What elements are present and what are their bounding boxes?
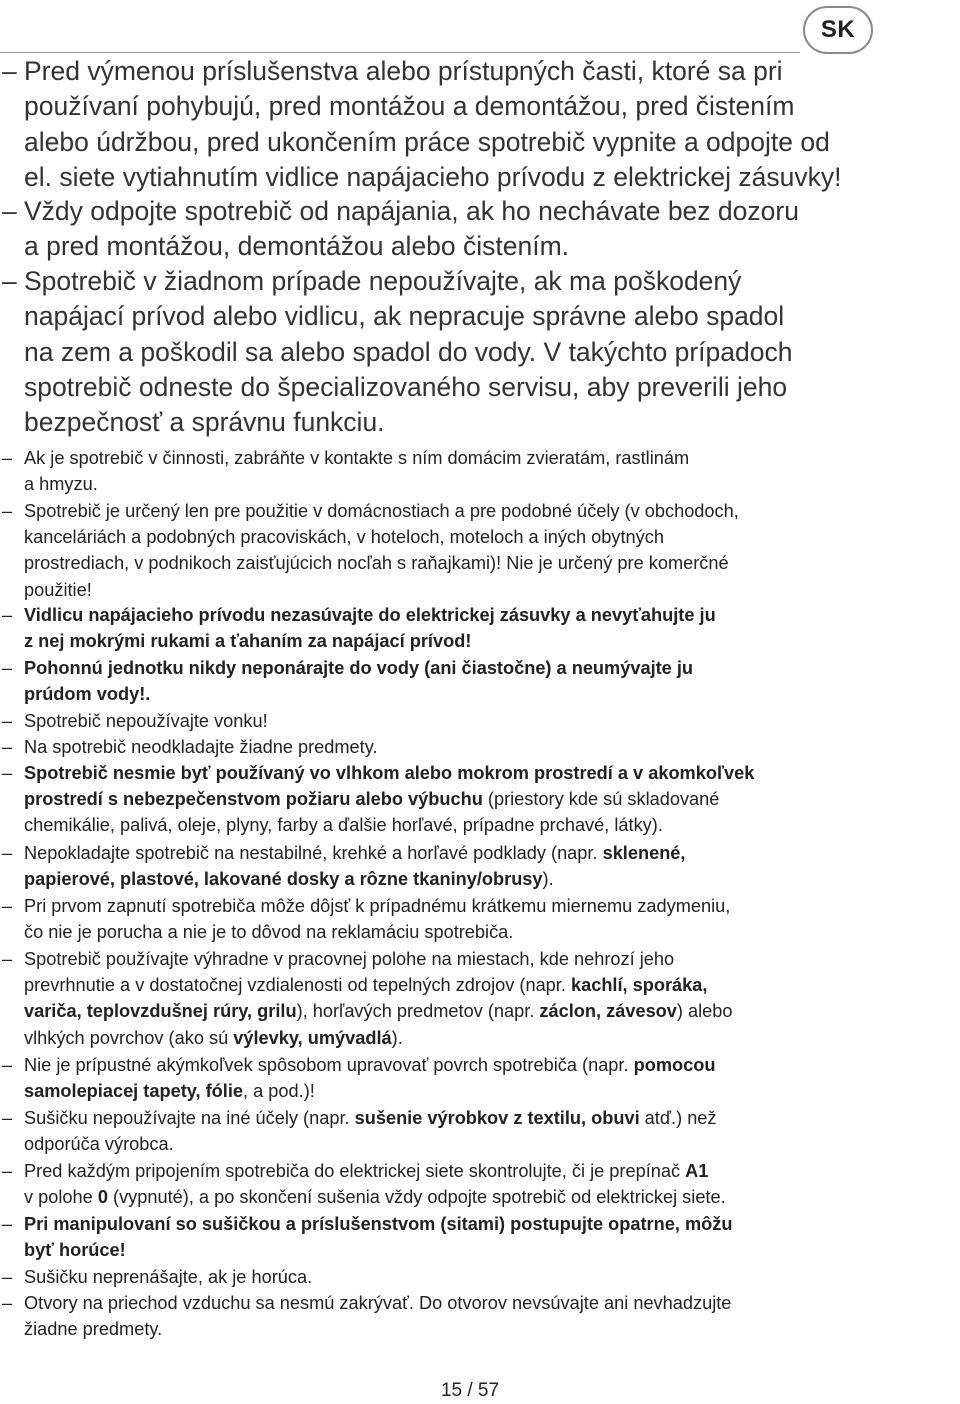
bold-text: pomocou	[633, 1055, 716, 1075]
text-run: prevrhnutie a v dostatočnej vzdialenosti od tepelných zdrojov (napr.	[24, 975, 571, 996]
language-badge	[803, 6, 873, 54]
bold-text: Vidlicu napájacieho prívodu nezasúvajte do elektrickej zásuvky a nevyťahujte ju	[24, 605, 716, 625]
bullet-item-small-7	[2, 760, 940, 839]
text-run: v polohe	[24, 1187, 98, 1208]
bullet-line	[24, 655, 940, 681]
bullet-item-small-13	[2, 1158, 940, 1210]
bullet-item-small-2	[2, 498, 940, 603]
bullet-line	[24, 1264, 940, 1290]
bullet-line	[24, 602, 940, 628]
bullet-line	[24, 866, 940, 892]
bold-text: A1	[685, 1161, 709, 1181]
bullet-line: napájací prívod alebo vidlicu, ak nepracuje správne alebo spadol	[24, 301, 785, 332]
bullet-line: alebo údržbou, pred ukončením práce spotrebič vypnite a odpojte od	[24, 126, 830, 157]
text-run: Spotrebič je určený len pre použitie v domácnostiach a pre podobné účely (v obchodoch,	[24, 501, 739, 521]
text-run: , a pod.)!	[243, 1081, 315, 1102]
text-run: ) alebo	[676, 1001, 733, 1022]
bullet-dash: –	[2, 266, 17, 296]
text-run: prostrediach, v podnikoch zaisťujúcich nocľah s raňajkami)! Nie je určený pre komerčné	[24, 553, 729, 574]
bullet-line: bezpečnosť a správnu funkciu.	[24, 407, 385, 438]
bullet-line	[24, 550, 940, 576]
bullet-dash: –	[2, 605, 13, 625]
bullet-line	[24, 1237, 940, 1263]
bullet-dash: –	[2, 737, 13, 757]
bold-text: samolepiacej tapety, fólie	[24, 1081, 244, 1102]
bullet-item-small-6	[2, 734, 940, 760]
bullet-dash: –	[2, 501, 13, 521]
bold-text: prostredí s nebezpečenstvom požiaru alebo výbuchu	[24, 789, 483, 810]
bullet-item-small-11	[2, 1052, 940, 1104]
bullet-line: el. siete vytiahnutím vidlice napájacieho prívodu z elektrickej zásuvky!	[24, 161, 842, 192]
bullet-item-small-1	[2, 445, 940, 497]
bold-text: 0	[97, 1187, 108, 1208]
bold-text: byť horúce!	[24, 1240, 126, 1261]
bullet-item-small-15	[2, 1264, 940, 1290]
bullet-item-large-2	[2, 194, 940, 265]
bullet-line	[24, 708, 940, 734]
bullet-dash: –	[2, 196, 17, 226]
bullet-dash: –	[2, 949, 13, 969]
bullet-line	[24, 1105, 940, 1131]
bullet-dash: –	[2, 763, 13, 783]
bullet-line	[24, 946, 940, 972]
bullet-item-small-3	[2, 602, 940, 654]
text-run: čo nie je porucha a nie je to dôvod na reklamáciu spotrebiča.	[24, 922, 514, 943]
bullet-line	[24, 681, 940, 707]
bullet-item-small-12	[2, 1105, 940, 1157]
bullet-line: a pred montážou, demontážou alebo čistením.	[24, 231, 570, 262]
text-run: Nepokladajte spotrebič na nestabilné, krehké a horľavé podklady (napr.	[24, 843, 603, 863]
text-run: vlhkých povrchov (ako sú	[24, 1027, 234, 1048]
text-run: Pred každým pripojením spotrebiča do elektrickej siete skontrolujte, či je prepínač	[24, 1161, 686, 1181]
bold-text: Spotrebič nesmie byť používaný vo vlhkom alebo mokrom prostredí a v akomkoľvek	[24, 763, 755, 783]
text-run: Nie je prípustné akýmkoľvek spôsobom upravovať povrch spotrebiča (napr.	[24, 1055, 634, 1075]
text-run: žiadne predmety.	[24, 1319, 163, 1340]
text-run: kanceláriách a podobných pracoviskách, v hoteloch, moteloch a iných obytných	[24, 527, 664, 548]
bullet-dash: –	[2, 1108, 13, 1128]
bold-text: sušenie výrobkov z textilu, obuvi	[354, 1108, 640, 1128]
bullet-dash: –	[2, 448, 13, 468]
bullet-line	[24, 1158, 940, 1184]
bullet-line	[24, 1025, 940, 1051]
bullet-line: spotrebič odneste do špecializovaného servisu, aby preverili jeho	[24, 371, 788, 402]
bullet-line	[24, 760, 940, 786]
text-run: a hmyzu.	[24, 474, 98, 495]
text-run: Spotrebič používajte výhradne v pracovnej polohe na miestach, kde nehrozí jeho	[24, 949, 675, 969]
bullet-item-large-1	[2, 54, 940, 195]
bullet-line	[24, 498, 940, 524]
bullet-line	[24, 1131, 940, 1157]
bullet-dash: –	[2, 1293, 13, 1313]
header-rule	[0, 52, 800, 53]
bullet-dash: –	[2, 56, 17, 86]
text-run: Otvory na priechod vzduchu sa nesmú zakrývať. Do otvorov nevsúvajte ani nevhadzujte	[24, 1293, 732, 1313]
bold-text: papierové, plastové, lakované dosky a rôzne tkaniny/obrusy	[24, 869, 543, 890]
bullet-line	[24, 1078, 940, 1104]
text-run: Na spotrebič neodkladajte žiadne predmety.	[24, 737, 378, 757]
bullet-line	[24, 972, 940, 998]
bullet-line: Vždy odpojte spotrebič od napájania, ak ho nechávate bez dozoru	[24, 196, 799, 226]
text-run: odporúča výrobca.	[24, 1134, 174, 1155]
text-run: chemikálie, palivá, oleje, plyny, farby a ďalšie horľavé, prípadne prchavé, látky).	[24, 815, 663, 836]
bullet-line	[24, 840, 940, 866]
bullet-line: na zem a poškodil sa alebo spadol do vody. V takýchto prípadoch	[24, 336, 793, 367]
bullet-line: Pred výmenou príslušenstva alebo prístupných časti, ktoré sa pri	[24, 56, 783, 86]
bullet-dash: –	[2, 896, 13, 916]
bullet-item-small-9	[2, 893, 940, 945]
bullet-line	[24, 734, 940, 760]
bullet-line	[24, 577, 940, 603]
bullet-item-small-4	[2, 655, 940, 707]
bold-text: výlevky, umývadlá	[233, 1027, 392, 1048]
bullet-line	[24, 1211, 940, 1237]
text-run: (vypnuté), a po skončení sušenia vždy odpojte spotrebič od elektrickej siete.	[107, 1187, 726, 1208]
text-run: (priestory kde sú skladované	[482, 789, 720, 810]
bold-text: sklenené,	[602, 843, 686, 863]
bullet-line	[24, 628, 940, 654]
text-run: ), horľavých predmetov (napr.	[296, 1001, 540, 1022]
text-run: Ak je spotrebič v činnosti, zabráňte v kontakte s ním domácim zvieratám, rastlinám	[24, 448, 690, 468]
bullet-line: Spotrebič v žiadnom prípade nepoužívajte, ak ma poškodený	[24, 266, 742, 296]
bullet-item-large-3	[2, 264, 940, 440]
bullet-item-small-10	[2, 946, 940, 1051]
text-run: ).	[391, 1027, 403, 1048]
text-run: atď.) než	[639, 1108, 717, 1128]
bullet-line	[24, 1184, 940, 1210]
bullet-dash: –	[2, 1214, 13, 1234]
bold-text: Pri manipulovaní so sušičkou a príslušenstvom (sitami) postupujte opatrne, môžu	[24, 1214, 733, 1234]
bullet-dash: –	[2, 658, 13, 678]
bold-text: záclon, závesov	[539, 1001, 677, 1022]
text-run: Spotrebič nepoužívajte vonku!	[24, 711, 268, 731]
text-run: Sušičku nepoužívajte na iné účely (napr.	[24, 1108, 355, 1128]
bullet-dash: –	[2, 843, 13, 863]
bullet-line	[24, 1052, 940, 1078]
language-badge-label: SK	[820, 16, 856, 43]
bold-text: kachlí, sporáka,	[570, 975, 708, 996]
bullet-dash: –	[2, 1267, 13, 1287]
bold-text: variča, teplovzdušnej rúry, grilu	[24, 1001, 297, 1022]
bullet-line	[24, 471, 940, 497]
bold-text: Pohonnú jednotku nikdy neponárajte do vody (ani čiastočne) a neumývajte ju	[24, 658, 694, 678]
bullet-item-small-5	[2, 708, 940, 734]
bullet-line	[24, 1316, 940, 1342]
bullet-line	[24, 786, 940, 812]
bullet-item-small-14	[2, 1211, 940, 1263]
bullet-line	[24, 998, 940, 1024]
text-run: Sušičku neprenášajte, ak je horúca.	[24, 1267, 313, 1287]
bullet-line	[24, 524, 940, 550]
bullet-line	[24, 893, 940, 919]
bullet-line	[24, 445, 940, 471]
bullet-line	[24, 1290, 940, 1316]
bullet-dash: –	[2, 1055, 13, 1075]
bullet-line	[24, 812, 940, 838]
text-run: ).	[542, 869, 554, 890]
bold-text: z nej mokrými rukami a ťahaním za napájací prívod!	[24, 631, 472, 652]
bullet-line	[24, 919, 940, 945]
bullet-item-small-8	[2, 840, 940, 892]
bold-text: prúdom vody!.	[24, 684, 151, 705]
page-number: 15 / 57	[440, 1380, 500, 1401]
text-run: Pri prvom zapnutí spotrebiča môže dôjsť k prípadnému krátkemu miernemu zadymeniu,	[24, 896, 731, 916]
bullet-dash: –	[2, 711, 13, 731]
bullet-line: používaní pohybujú, pred montážou a demontážou, pred čistením	[24, 91, 795, 122]
text-run: použitie!	[24, 579, 92, 600]
bullet-dash: –	[2, 1161, 13, 1181]
bullet-item-small-16	[2, 1290, 940, 1342]
